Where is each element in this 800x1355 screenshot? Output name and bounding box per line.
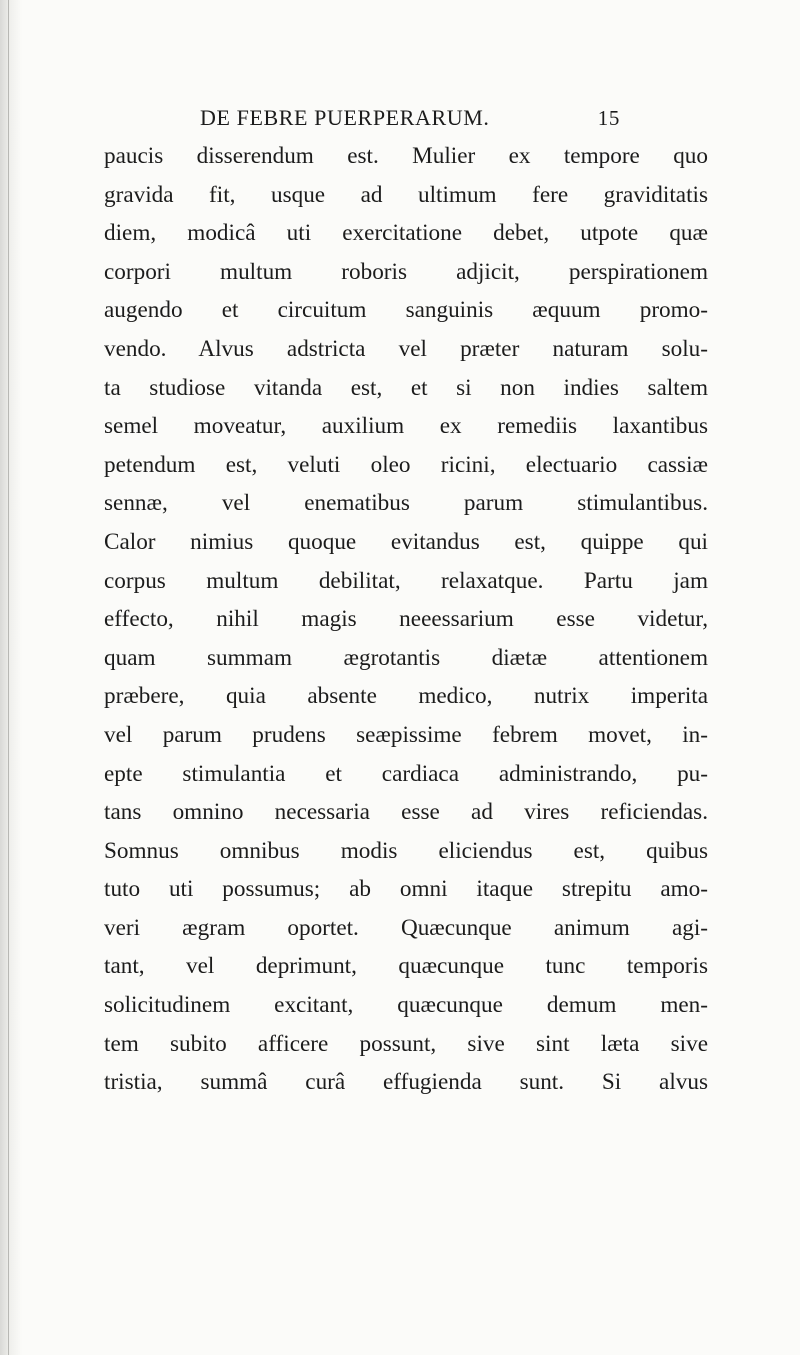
text-line: epte stimulantia et cardiaca administrando, pu- <box>104 760 708 787</box>
text-line: augendo et circuitum sanguinis æquum promo- <box>104 297 708 324</box>
text-line: corpori multum roboris adjicit, perspirationem <box>104 258 708 285</box>
text-line: præbere, quia absente medico, nutrix imperita <box>104 683 708 710</box>
text-line: diem, modicâ uti exercitatione debet, utpote quæ <box>104 220 708 247</box>
text-line: quam summam ægrotantis diætæ attentionem <box>104 644 708 671</box>
text-line: vel parum prudens seæpissime febrem movet, in- <box>104 721 708 748</box>
text-line: solicitudinem excitant, quæcunque demum men- <box>104 992 708 1019</box>
body-text <box>104 137 708 1102</box>
binding-gutter-shadow <box>0 0 22 1355</box>
text-line: gravida fit, usque ad ultimum fere graviditatis <box>104 181 708 208</box>
text-line: paucis disserendum est. Mulier ex tempore quo <box>104 143 708 169</box>
text-line: tem subito afficere possunt, sive sint læta sive <box>104 1030 708 1057</box>
text-line: sennæ, vel enematibus parum stimulantibus. <box>104 490 708 517</box>
text-line: tristia, summâ curâ effugienda sunt. Si alvus <box>104 1069 708 1096</box>
text-line: veri ægram oportet. Quæcunque animum agi- <box>104 914 708 941</box>
text-line: petendum est, veluti oleo ricini, electuario cassiæ <box>104 451 708 478</box>
text-line: Calor nimius quoque evitandus est, quippe qui <box>104 528 708 555</box>
text-line: vendo. Alvus adstricta vel præter naturam solu- <box>104 335 708 362</box>
text-line: tuto uti possumus; ab omni itaque strepitu amo- <box>104 876 708 903</box>
text-line: tans omnino necessaria esse ad vires reficiendas. <box>104 799 708 826</box>
text-line: ta studiose vitanda est, et si non indies saltem <box>104 374 708 401</box>
binding-gutter-edge <box>8 0 9 1355</box>
text-line: tant, vel deprimunt, quæcunque tunc temporis <box>104 953 708 980</box>
page-number: 15 <box>597 106 620 130</box>
text-line: corpus multum debilitat, relaxatque. Partu jam <box>104 567 708 594</box>
running-head <box>200 103 620 133</box>
text-line: Somnus omnibus modis eliciendus est, quibus <box>104 837 708 864</box>
text-line: semel moveatur, auxilium ex remediis laxantibus <box>104 413 708 440</box>
running-title: DE FEBRE PUERPERARUM. <box>200 105 490 130</box>
text-line: effecto, nihil magis neeessarium esse videtur, <box>104 606 708 633</box>
